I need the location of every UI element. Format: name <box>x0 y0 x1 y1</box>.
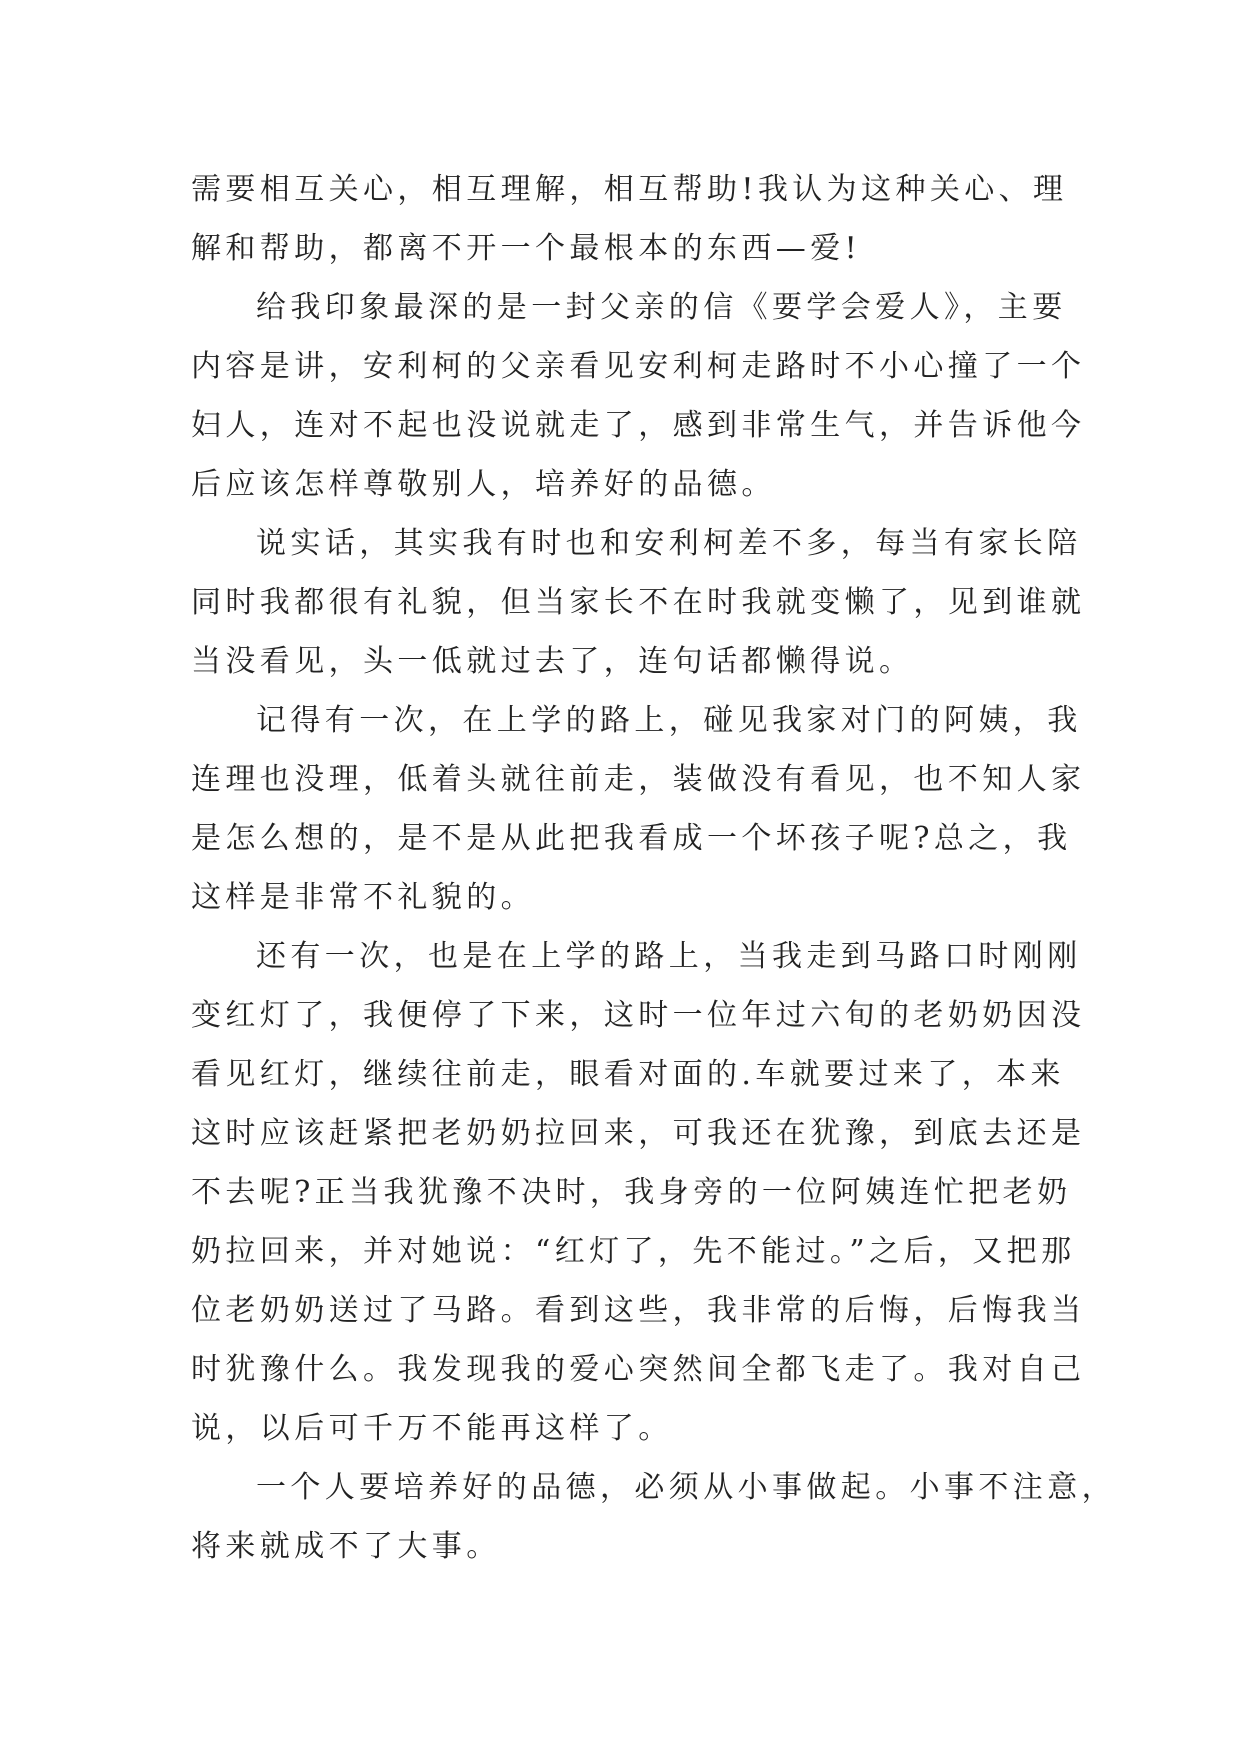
paragraph-first-line: 说实话，其实我有时也和安利柯差不多，每当有家长陪 <box>256 526 1082 561</box>
text-line: 同时我都很有礼貌，但当家长不在时我就变懒了，见到谁就 <box>191 585 1086 620</box>
text-line: 解和帮助，都离不开一个最根本的东西—爱! <box>191 231 862 266</box>
text-line: 变红灯了，我便停了下来，这时一位年过六旬的老奶奶因没 <box>191 998 1086 1033</box>
text-line: 是怎么想的，是不是从此把我看成一个坏孩子呢?总之，我 <box>191 821 1072 856</box>
paragraph-first-line: 一个人要培养好的品德，必须从小事做起。小事不注意， <box>256 1470 1116 1505</box>
text-line: 妇人，连对不起也没说就走了，感到非常生气，并告诉他今 <box>191 408 1086 443</box>
text-line: 说，以后可千万不能再这样了。 <box>191 1411 673 1446</box>
paragraph-first-line: 给我印象最深的是一封父亲的信《要学会爱人》，主要 <box>256 290 1067 325</box>
text-line: 连理也没理，低着头就往前走，装做没有看见，也不知人家 <box>191 762 1086 797</box>
text-line: 这样是非常不礼貌的。 <box>191 880 535 915</box>
text-line: 看见红灯，继续往前走，眼看对面的.车就要过来了，本来 <box>191 1057 1065 1092</box>
text-line: 时犹豫什么。我发现我的爱心突然间全都飞走了。我对自己 <box>191 1352 1086 1387</box>
text-line: 内容是讲，安利柯的父亲看见安利柯走路时不小心撞了一个 <box>191 349 1086 384</box>
text-line: 位老奶奶送过了马路。看到这些，我非常的后悔，后悔我当 <box>191 1293 1086 1328</box>
text-line: 不去呢?正当我犹豫不决时，我身旁的一位阿姨连忙把老奶 <box>191 1175 1072 1210</box>
essay-body <box>191 160 1116 1576</box>
text-line: 将来就成不了大事。 <box>191 1529 501 1564</box>
text-line: 后应该怎样尊敬别人，培养好的品德。 <box>191 467 776 502</box>
text-line: 这时应该赶紧把老奶奶拉回来，可我还在犹豫，到底去还是 <box>191 1116 1086 1151</box>
text-line: 奶拉回来，并对她说：“红灯了，先不能过。”之后，又把那 <box>191 1234 1076 1269</box>
paragraph-first-line: 记得有一次，在上学的路上，碰见我家对门的阿姨，我 <box>256 703 1082 738</box>
paragraph-first-line: 还有一次，也是在上学的路上，当我走到马路口时刚刚 <box>256 939 1082 974</box>
text-line: 当没看见，头一低就过去了，连句话都懒得说。 <box>191 644 914 679</box>
text-line: 需要相互关心，相互理解，相互帮助!我认为这种关心、理 <box>191 172 1068 207</box>
